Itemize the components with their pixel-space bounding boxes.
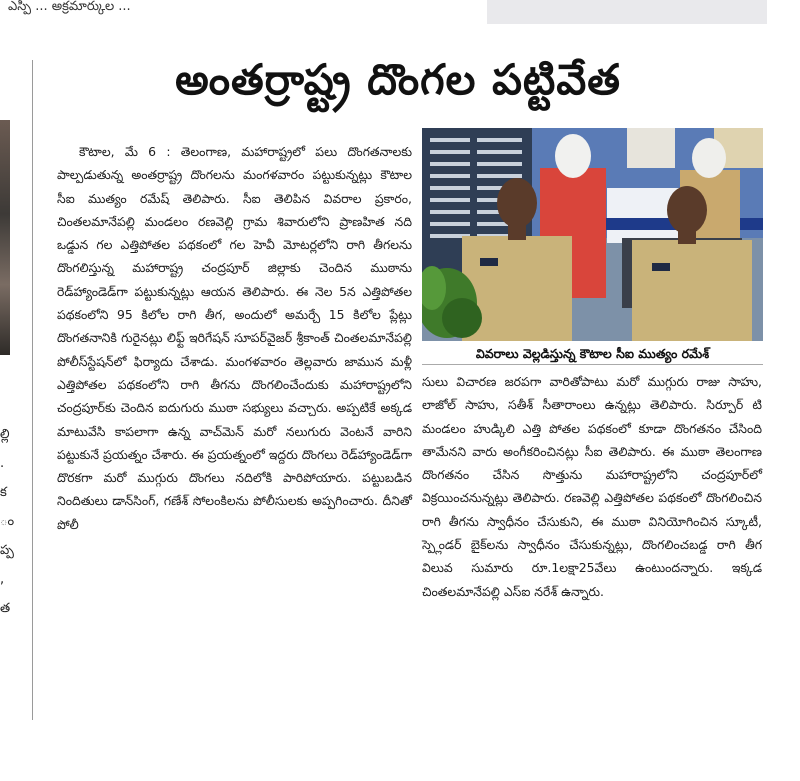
article-left-column [57, 140, 412, 536]
previous-article-fragment: ఎస్పీ ... అక్రమార్కుల ... [8, 0, 131, 14]
edge-glyph: . [0, 456, 5, 471]
article-right-column [422, 370, 762, 603]
adjacent-column-edge [0, 420, 24, 623]
police-press-photo [422, 128, 763, 341]
edge-glyph: త [0, 601, 11, 616]
edge-glyph: ం [0, 514, 15, 529]
edge-glyph: క [0, 485, 7, 500]
headline: అంతర్రాష్ట్ర దొంగల పట్టివేత [175, 55, 621, 104]
photo-caption: వివరాలు వెల్లడిస్తున్న కౌటాల సీఐ ముత్యం రమేశ్ [422, 344, 763, 365]
adjacent-photo-edge [0, 120, 10, 355]
top-strip [0, 0, 800, 30]
column-divider [32, 60, 33, 720]
news-photo [422, 128, 763, 341]
adjacent-article-box [487, 0, 767, 24]
article-paragraph: సులు విచారణ జరపగా వారితోపాటు మరో ముగ్గురు రాజు సాహు, లాజోల్ సాహు, సతీశ్ సీతారాంలు ఉన్నట్లు తెలిపారు. సిర్పూర్ టి మండలం హుడ్కిలి ఎత్తి పోతల పథకంలో కూడా దొంగతనం చేసింది తామేనని వారు అంగీకరించినట్లు సీఐ తెలిపారు. ఈ ముఠా తెలంగాణ దొంగతనం చేసిన సొత్తును మహారాష్ట్రలోని చంద్రపూర్‌లో విక్రయించనున్నట్లు తెలిపారు. రణవెల్లి ఎత్తిపోతల పథకంలో దొంగలించిన రాగి తీగను స్వాధీనం చేసుకుని, ఈ ముఠా వినియోగించిన స్కూటీ, స్ప్లెండర్ బైక్‌లను స్వాధీనం చేసుకున్నట్లు, దొంగలించబడ్డ రాగి తీగ విలువ సుమారు రూ.1లక్షా25వేలు ఉంటుందన్నారు. ఇక్కడ చింతలమానేపల్లి ఎస్ఐ నరేశ్ ఉన్నారు. [422, 374, 762, 599]
edge-glyph: ప్ప [0, 543, 14, 558]
edge-glyph: ల్లి [0, 427, 10, 442]
edge-glyph: , [0, 572, 5, 587]
article-paragraph: కౌటాల, మే 6 : తెలంగాణ, మహారాష్ట్రలో పలు దొంగతనాలకు పాల్పడుతున్న అంతర్రాష్ట్ర దొంగలను మంగళవారం పట్టుకున్నట్లు కౌటాల సీఐ ముత్యం రమేష్ తెలిపారు. సీఐ తెలిపిన వివరాల ప్రకారం, చింతలమానేపల్లి మండలం రణవెల్లి గ్రామ శివారులోని ప్రాణహిత నది ఒడ్డున గల ఎత్తిపోతల పథకంలో గల హెవీ మోటర్లలోని రాగి తీగలను దొంగలిస్తున్న మహారాష్ట్ర చంద్రపూర్ జిల్లాకు చెందిన ముఠాను రెడ్‌హ్యాండెడ్‌గా పట్టుకున్నట్లు ఆయన తెలిపారు. ఈ నెల 5న ఎత్తిపోతల పథకంలోని 95 కిలోల రాగి తీగ, అందులో అమర్చే 15 కిలోల ప్లేట్లు దొంగతనానికి గురైనట్లు లిఫ్ట్ ఇరిగేషన్ సూపర్‌వైజర్ శ్రీకాంత్ చింతలమానేపల్లి పోలీస్‌స్టేషన్‌లో ఫిర్యాదు చేశాడు. మంగళవారం తెల్లవారు జామున మళ్లీ ఎత్తిపోతల పథకంలోని రాగి తీగను దొంగలించేందుకు మహారాష్ట్రలోని చంద్రపూర్‌కు చెందిన ఐదుగురు ముఠా సభ్యులు వచ్చారు. అప్పటికే అక్కడ మాటువేసి కాపలాగా ఉన్న వాచ్‌మెన్ మరో నలుగురు వెంటనే వారిని పట్టుకునే ప్రయత్నం చేశారు. ఈ ప్రయత్నంలో ఇద్దరు దొంగలు రెడ్‌హ్యాండెడ్‌గా దొరకగా మరో ముగ్గురు దొంగలు నదిలోకి పారిపోయారు. పట్టుబడిన నిందితులు డాన్‌సింగ్, గణేశ్ సోలంకిలను పోలీసులకు అప్పగించారు. దీనితో పోలీ [57, 144, 412, 532]
